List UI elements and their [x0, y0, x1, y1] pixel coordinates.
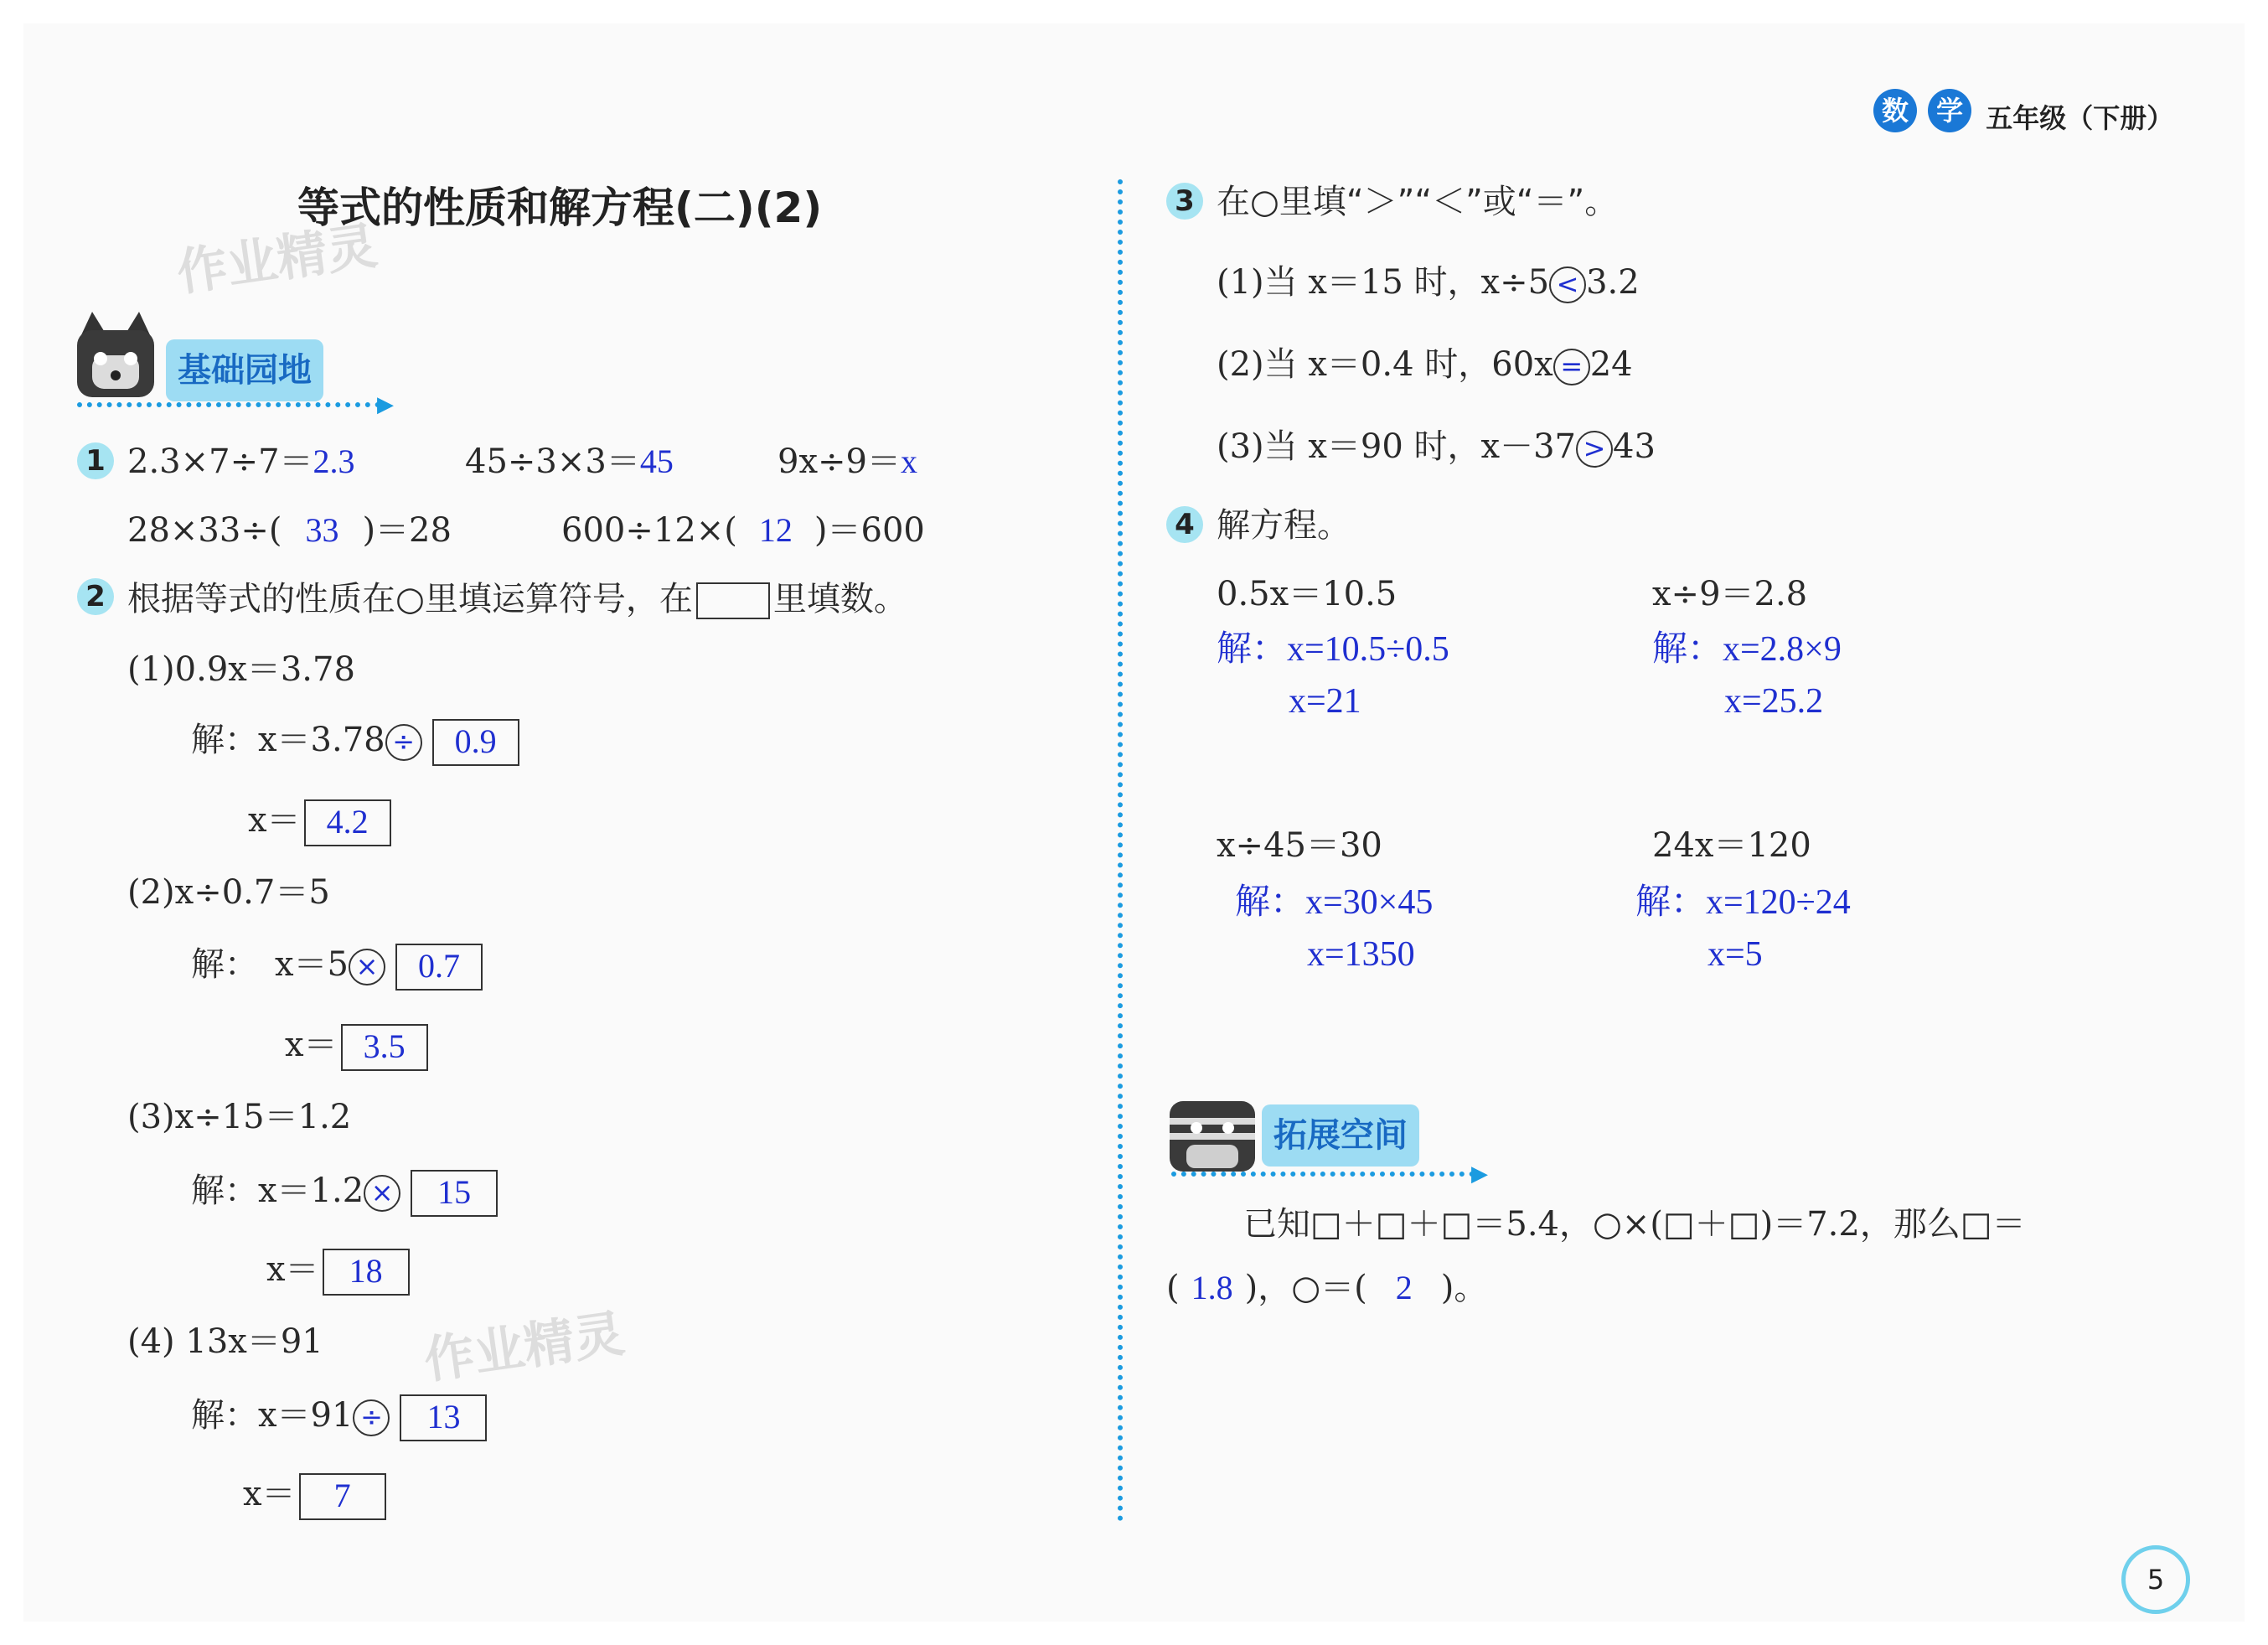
arrow-right-icon: ▶: [1471, 1161, 1488, 1187]
op-circle[interactable]: =: [1553, 349, 1590, 385]
answer-box[interactable]: 4.2: [304, 799, 391, 846]
op-circle[interactable]: <: [1549, 266, 1586, 303]
q3-item2: (2)当 x＝0.4 时，60x = 24: [1217, 345, 1633, 384]
q4-sol2: 解：x=2.8×9 x=25.2: [1652, 630, 1842, 721]
section-divider: [1171, 1172, 1475, 1177]
q2-item1-result: x＝ 4.2: [248, 799, 391, 846]
q2-item4-result: x＝ 7: [243, 1473, 386, 1520]
q4-sol3: 解：x=30×45 x=1350: [1235, 883, 1434, 974]
q2-item2-result: x＝ 3.5: [285, 1024, 428, 1071]
section-basic-label: 基础园地: [166, 339, 323, 401]
q2-item1-label: (1)0.9x＝3.78: [127, 650, 355, 689]
answer-box[interactable]: 13: [400, 1394, 487, 1441]
header: [1873, 89, 2173, 136]
mascot-raccoon-icon: [74, 312, 158, 407]
q2-item2-solution: 解： x＝5 × 0.7: [191, 944, 483, 991]
grade-label: 五年级（下册）: [1986, 101, 2174, 134]
watermark: 作业精灵: [173, 216, 381, 303]
answer-box[interactable]: 18: [323, 1249, 410, 1296]
q2-item3-result: x＝ 18: [266, 1249, 410, 1296]
watermark: 作业精灵: [420, 1304, 628, 1391]
q1-row1a: 2.3×7÷7＝2.3: [127, 442, 355, 481]
q4-eq4: 24x＝120: [1652, 826, 1811, 865]
q2-item4-solution: 解：x＝91 ÷ 13: [191, 1394, 487, 1441]
q3-item1: (1)当 x＝15 时，x÷5 < 3.2: [1217, 263, 1640, 302]
answer-box[interactable]: 3.5: [341, 1024, 428, 1071]
page-divider: [1118, 179, 1123, 1522]
q2-instruction: 根据等式的性质在○里填运算符号，在 里填数。: [127, 580, 907, 618]
q1-row1c: 9x÷9＝x: [778, 442, 917, 481]
subject-badge-2: 学: [1928, 89, 1971, 132]
q2-item1-solution: 解：x＝3.78 ÷ 0.9: [191, 719, 519, 766]
q2-item3-solution: 解：x＝1.2 × 15: [191, 1170, 498, 1217]
q4-sol4: 解：x=120÷24 x=5: [1635, 883, 1851, 974]
q4-eq3: x÷45＝30: [1217, 826, 1382, 865]
q3-item3: (3)当 x＝90 时，x－37 > 43: [1217, 427, 1656, 466]
op-circle[interactable]: ÷: [353, 1399, 390, 1436]
subject-badge-1: 数: [1873, 89, 1917, 132]
extend-line1: 已知□＋□＋□＝5.4，○×(□＋□)＝7.2，那么□＝: [1243, 1205, 2026, 1244]
answer-box[interactable]: 15: [411, 1170, 498, 1217]
q1-row1b: 45÷3×3＝45: [465, 442, 674, 481]
blank-box: [696, 582, 770, 619]
q1-row2b: 600÷12×( 12 )＝600: [561, 511, 925, 550]
op-circle[interactable]: ×: [364, 1175, 400, 1212]
q3-number: 3: [1166, 183, 1203, 220]
q2-item2-label: (2)x÷0.7＝5: [127, 873, 330, 912]
op-circle[interactable]: ×: [349, 949, 385, 985]
q4-sol1: 解：x=10.5÷0.5 x=21: [1217, 630, 1449, 721]
q1-row2a: 28×33÷( 33 )＝28: [127, 511, 452, 550]
extend-line2: ( 1.8 )，○＝( 2 )。: [1166, 1269, 1488, 1307]
q2-item3-label: (3)x÷15＝1.2: [127, 1098, 352, 1136]
q1-number: 1: [77, 442, 114, 479]
q4-instruction: 解方程。: [1217, 506, 1351, 545]
section-extend-label: 拓展空间: [1262, 1104, 1419, 1167]
page-number: 5: [2121, 1545, 2190, 1614]
q4-eq1: 0.5x＝10.5: [1217, 575, 1397, 613]
q2-item4-label: (4) 13x＝91: [127, 1322, 323, 1361]
answer-box[interactable]: 0.7: [395, 944, 483, 991]
answer-box[interactable]: 0.9: [432, 719, 519, 766]
op-circle[interactable]: ÷: [385, 724, 422, 761]
op-circle[interactable]: >: [1576, 431, 1613, 468]
q4-number: 4: [1166, 506, 1203, 543]
arrow-right-icon: ▶: [377, 392, 394, 417]
q2-number: 2: [77, 578, 114, 615]
q4-eq2: x÷9＝2.8: [1652, 575, 1808, 613]
mascot-zebra-icon: [1166, 1094, 1258, 1182]
q3-instruction: 在○里填“＞”“＜”或“＝”。: [1217, 183, 1619, 221]
section-divider: [77, 402, 380, 407]
page-title: 等式的性质和解方程(二)(2): [297, 184, 823, 232]
answer-box[interactable]: 7: [299, 1473, 386, 1520]
